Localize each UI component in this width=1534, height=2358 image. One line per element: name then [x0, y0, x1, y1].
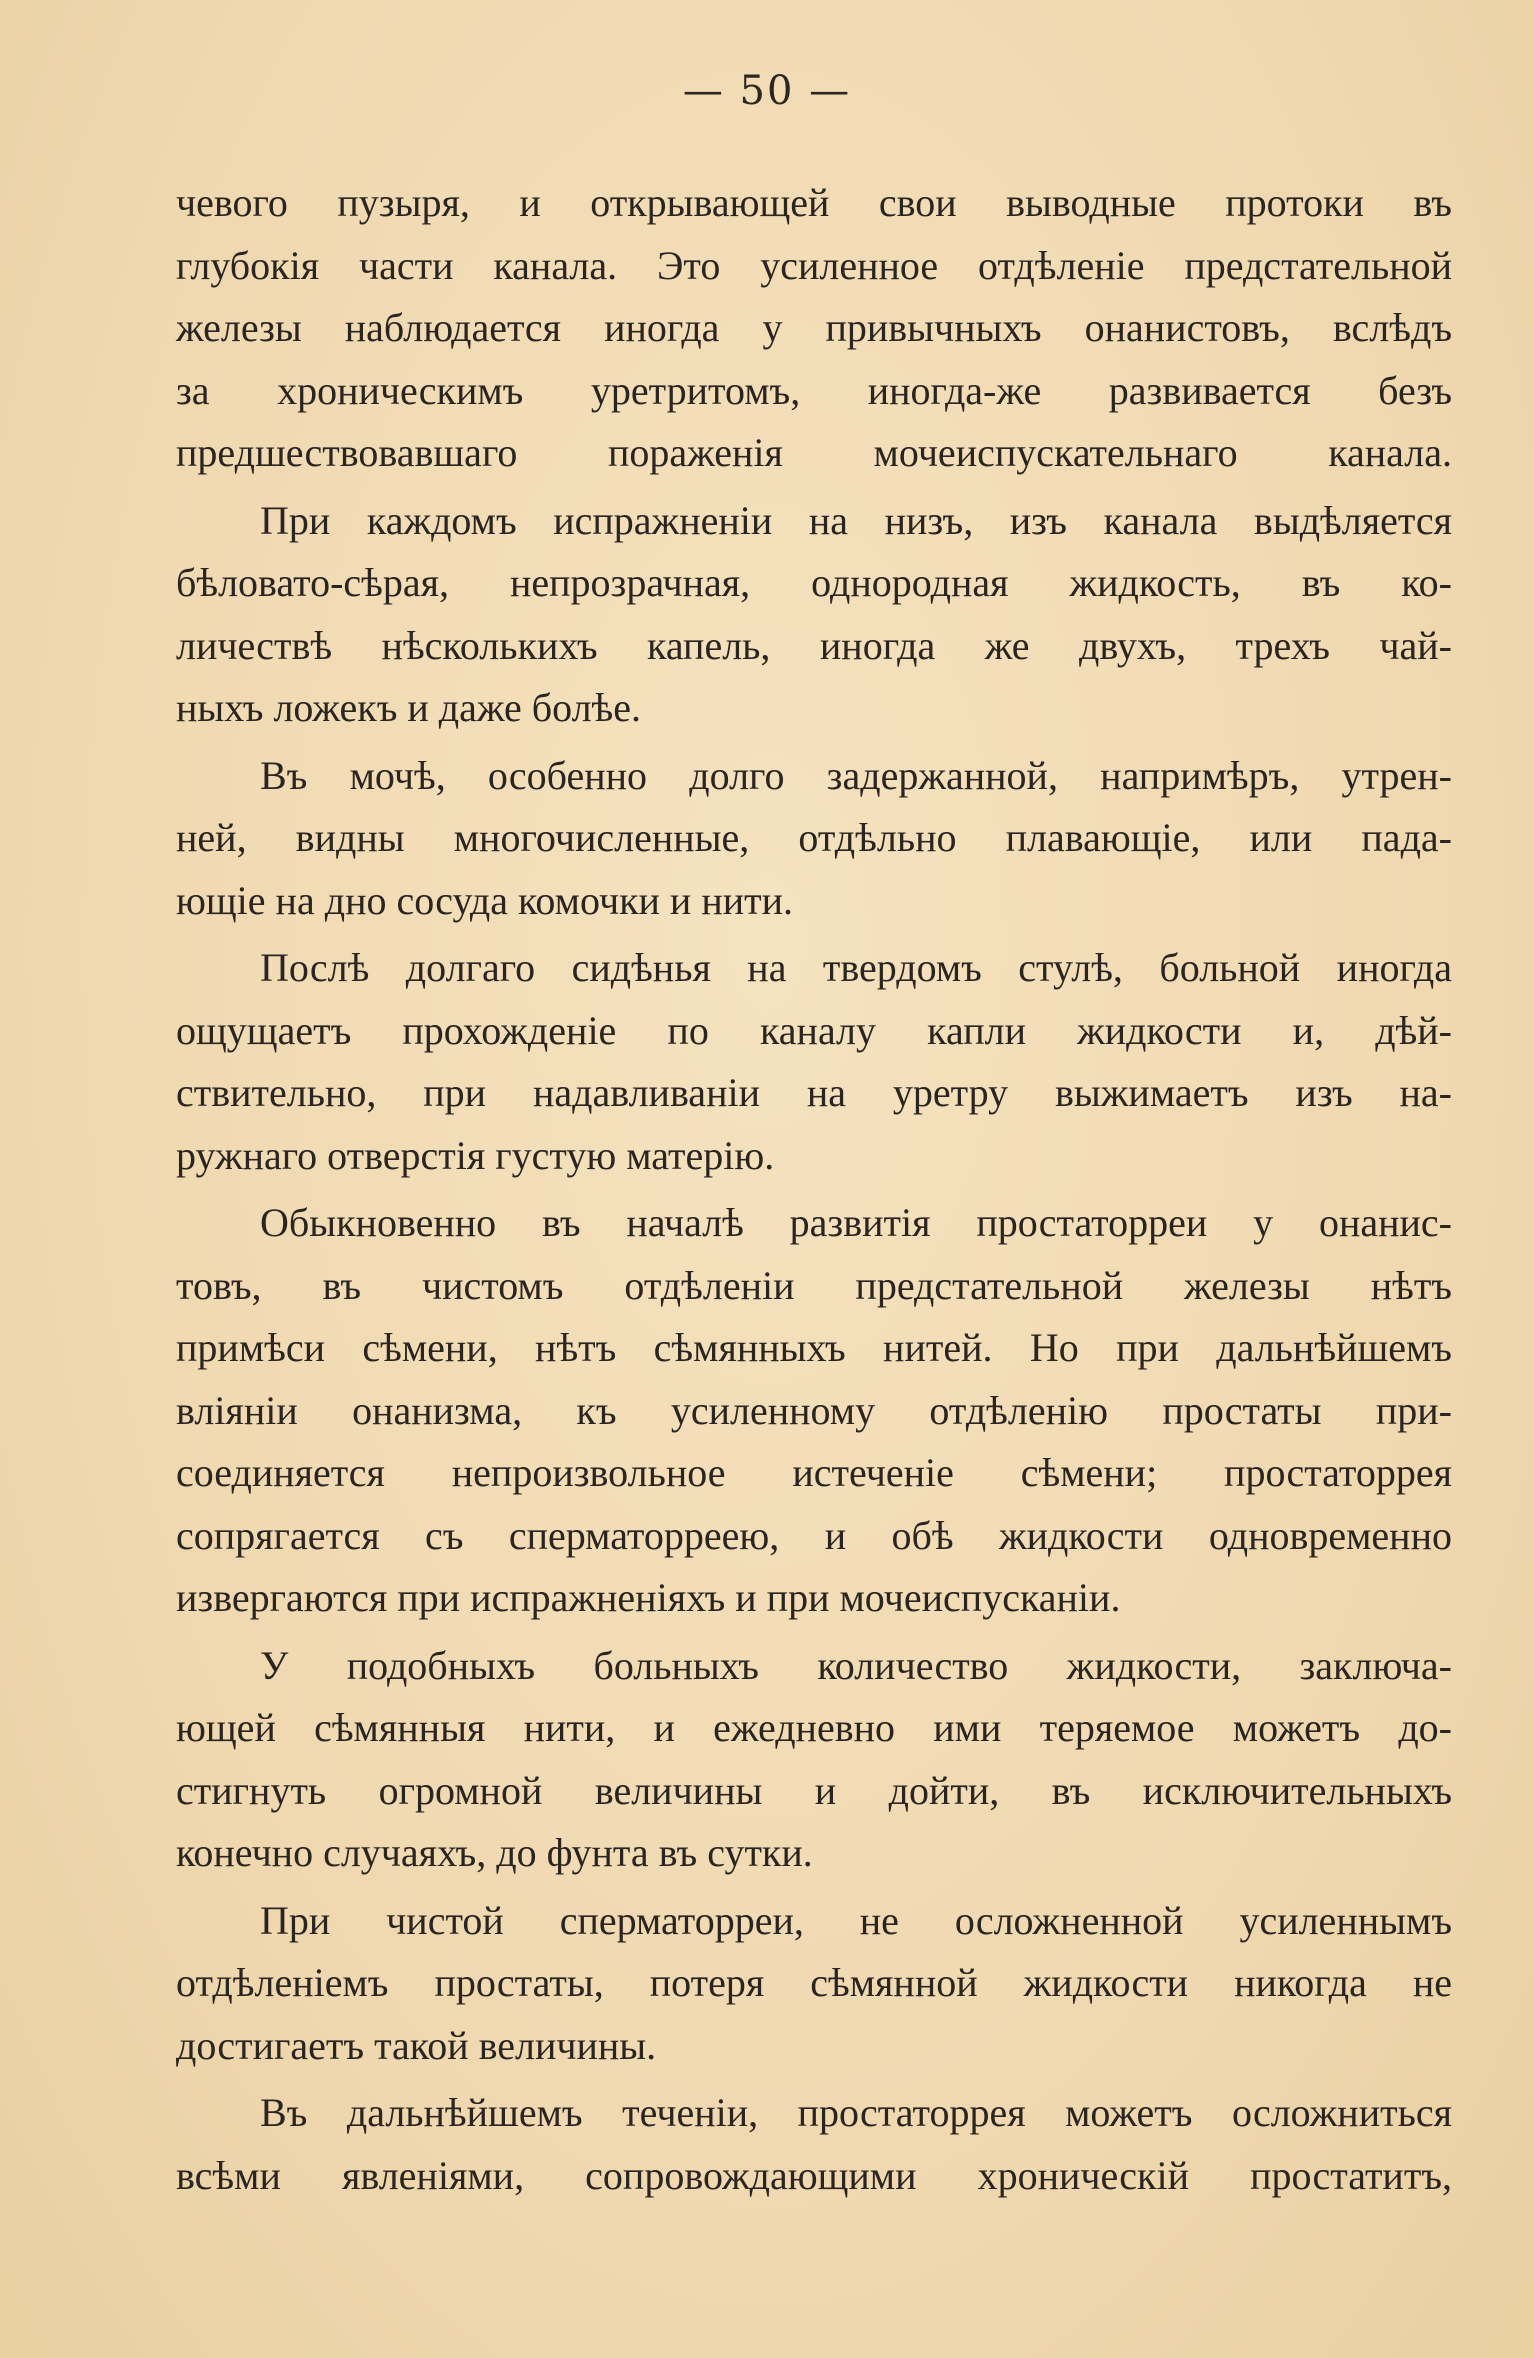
text-line: железы наблюдается иногда у привычныхъ онанистовъ, вслѣдъ [176, 305, 1452, 350]
text-line: личествѣ нѣсколькихъ капель, иногда же двухъ, трехъ чай- [176, 622, 1452, 668]
text-line: При чистой сперматорреи, не осложненной усиленнымъ [260, 1897, 1452, 1943]
text-line: соединяется непроизвольное истеченіе сѣмени; простаторрея [176, 1450, 1452, 1495]
text-line: чевого пузыря, и открывающей свои выводные протоки въ [176, 180, 1452, 225]
text-line: Послѣ долгаго сидѣнья на твердомъ стулѣ, больной иногда [260, 945, 1452, 990]
text-line: Обыкновенно въ началѣ развитія простаторреи у онанис- [260, 1200, 1452, 1245]
text-line: Въ мочѣ, особенно долго задержанной, напримѣръ, утрен- [260, 752, 1452, 798]
text-line: ощущаетъ прохожденіе по каналу капли жидкости и, дѣй- [176, 1007, 1452, 1053]
text-line: стигнуть огромной величины и дойти, въ исключительныхъ [176, 1767, 1452, 1813]
paragraph [176, 1890, 1452, 2078]
paragraph [176, 2082, 1452, 2207]
text-line: ней, видны многочисленные, отдѣльно плавающіе, или пада- [176, 815, 1452, 860]
text-line: товъ, въ чистомъ отдѣленіи предстательной железы нѣтъ [176, 1262, 1452, 1308]
text-line: ющіе на дно сосуда комочки и нити. [176, 877, 794, 923]
paragraph [176, 937, 1452, 1187]
text-line: Въ дальнѣйшемъ теченіи, простаторрея можетъ осложниться [260, 2090, 1452, 2135]
text-line: У подобныхъ больныхъ количество жидкости, заключа- [260, 1642, 1452, 1688]
text-line: всѣми явленіями, сопровождающими хроническій простатитъ, [176, 2152, 1452, 2198]
text-line: бѣловато-сѣрая, непрозрачная, однородная жидкость, въ ко- [176, 560, 1452, 605]
text-line: конечно случаяхъ, до фунта въ сутки. [176, 1830, 813, 1875]
text-line: ющей сѣмянныя нити, и ежедневно ими теряемое можетъ до- [176, 1705, 1452, 1750]
text-line: ствительно, при надавливаніи на уретру выжимаетъ изъ на- [176, 1070, 1452, 1115]
text-line: достигаетъ такой величины. [176, 2022, 657, 2068]
text-line: глубокія части канала. Это усиленное отдѣленіе предстательной [176, 242, 1452, 288]
text-line: вліяніи онанизма, къ усиленному отдѣленію простаты при- [176, 1387, 1452, 1433]
paragraph [176, 1192, 1452, 1630]
paragraph [176, 745, 1452, 933]
text-line: предшествовавшаго пораженія мочеиспускательнаго канала. [176, 430, 1452, 475]
paragraph [176, 172, 1452, 485]
text-line: сопрягается съ сперматорреею, и обѣ жидкости одновременно [176, 1512, 1452, 1558]
text-line: отдѣленіемъ простаты, потеря сѣмянной жидкости никогда не [176, 1960, 1452, 2005]
text-line: за хроническимъ уретритомъ, иногда-же развивается безъ [176, 367, 1452, 413]
text-line: ныхъ ложекъ и даже болѣе. [176, 685, 642, 730]
text-line: ружнаго отверстія густую матерію. [176, 1132, 775, 1178]
text-line: извергаются при испражненіяхъ и при мочеиспусканіи. [176, 1575, 1121, 1620]
body-text [176, 172, 1452, 2212]
paragraph [176, 1635, 1452, 1885]
text-line: При каждомъ испражненіи на низъ, изъ канала выдѣляется [260, 497, 1452, 543]
text-line: примѣси сѣмени, нѣтъ сѣмянныхъ нитей. Но при дальнѣйшемъ [176, 1325, 1452, 1370]
page-number: — 50 — [682, 68, 852, 114]
paragraph [176, 490, 1452, 740]
